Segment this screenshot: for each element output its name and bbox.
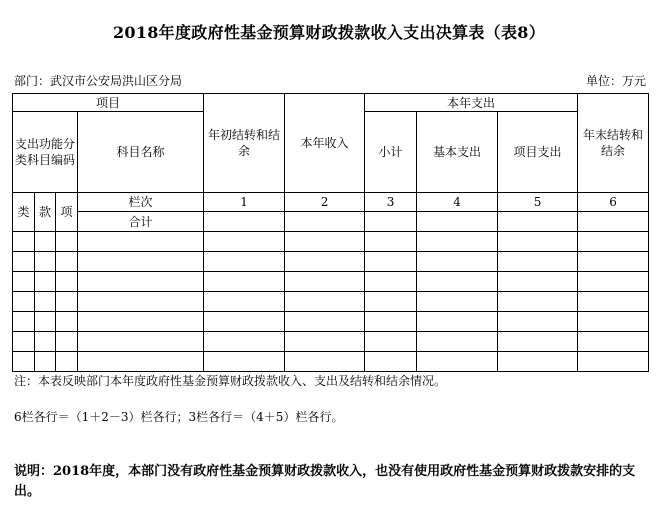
lanci-label: 栏次 [78, 193, 204, 212]
lanci-4: 4 [417, 193, 498, 212]
col-project: 项目支出 [498, 112, 578, 193]
table-row [13, 292, 649, 312]
table-row [13, 252, 649, 272]
col-name: 科目名称 [78, 112, 204, 193]
total-label: 合计 [78, 212, 204, 232]
note-2: 6栏各行＝（1＋2－3）栏各行；3栏各行＝（4＋5）栏各行。 [14, 410, 344, 424]
code-xiang: 项 [56, 193, 78, 232]
col-code: 支出功能分类科目编码 [13, 112, 78, 193]
table-cell [417, 212, 498, 232]
page-title: 2018年度政府性基金预算财政拨款收入支出决算表（表8） [112, 23, 546, 42]
lanci-2: 2 [285, 193, 365, 212]
group-item-header: 项目 [13, 94, 204, 112]
table-row [13, 232, 649, 252]
lanci-row [13, 193, 649, 212]
col-subtotal: 小计 [365, 112, 417, 193]
col-basic: 基本支出 [417, 112, 498, 193]
lanci-3: 3 [365, 193, 417, 212]
lanci-1: 1 [204, 193, 285, 212]
col-income: 本年收入 [285, 94, 365, 193]
header-row-1 [13, 94, 649, 112]
table-row [13, 312, 649, 332]
table-cell [578, 212, 649, 232]
note-1: 注：本表反映部门本年度政府性基金预算财政拨款收入、支出及结转和结余情况。 [14, 374, 447, 388]
table-row [13, 272, 649, 292]
lanci-5: 5 [498, 193, 578, 212]
lanci-6: 6 [578, 193, 649, 212]
total-row [13, 212, 649, 232]
table-cell [204, 212, 285, 232]
col-end-balance: 年末结转和结余 [578, 94, 649, 193]
code-lei: 类 [13, 193, 35, 232]
explanation: 说明：2018年度，本部门没有政府性基金预算财政拨款收入，也没有使用政府性基金预算财政拨款安排的支出。 [14, 464, 636, 499]
budget-table [12, 93, 649, 372]
table-row [13, 332, 649, 352]
table-row [13, 352, 649, 372]
table-cell [498, 212, 578, 232]
col-begin-balance: 年初结转和结余 [204, 94, 285, 193]
table-cell [365, 212, 417, 232]
table-cell [285, 212, 365, 232]
code-kuan: 款 [35, 193, 56, 232]
group-expense-header: 本年支出 [365, 94, 578, 112]
unit-label: 单位：万元 [585, 74, 646, 88]
department-label: 部门：武汉市公安局洪山区分局 [14, 74, 183, 88]
